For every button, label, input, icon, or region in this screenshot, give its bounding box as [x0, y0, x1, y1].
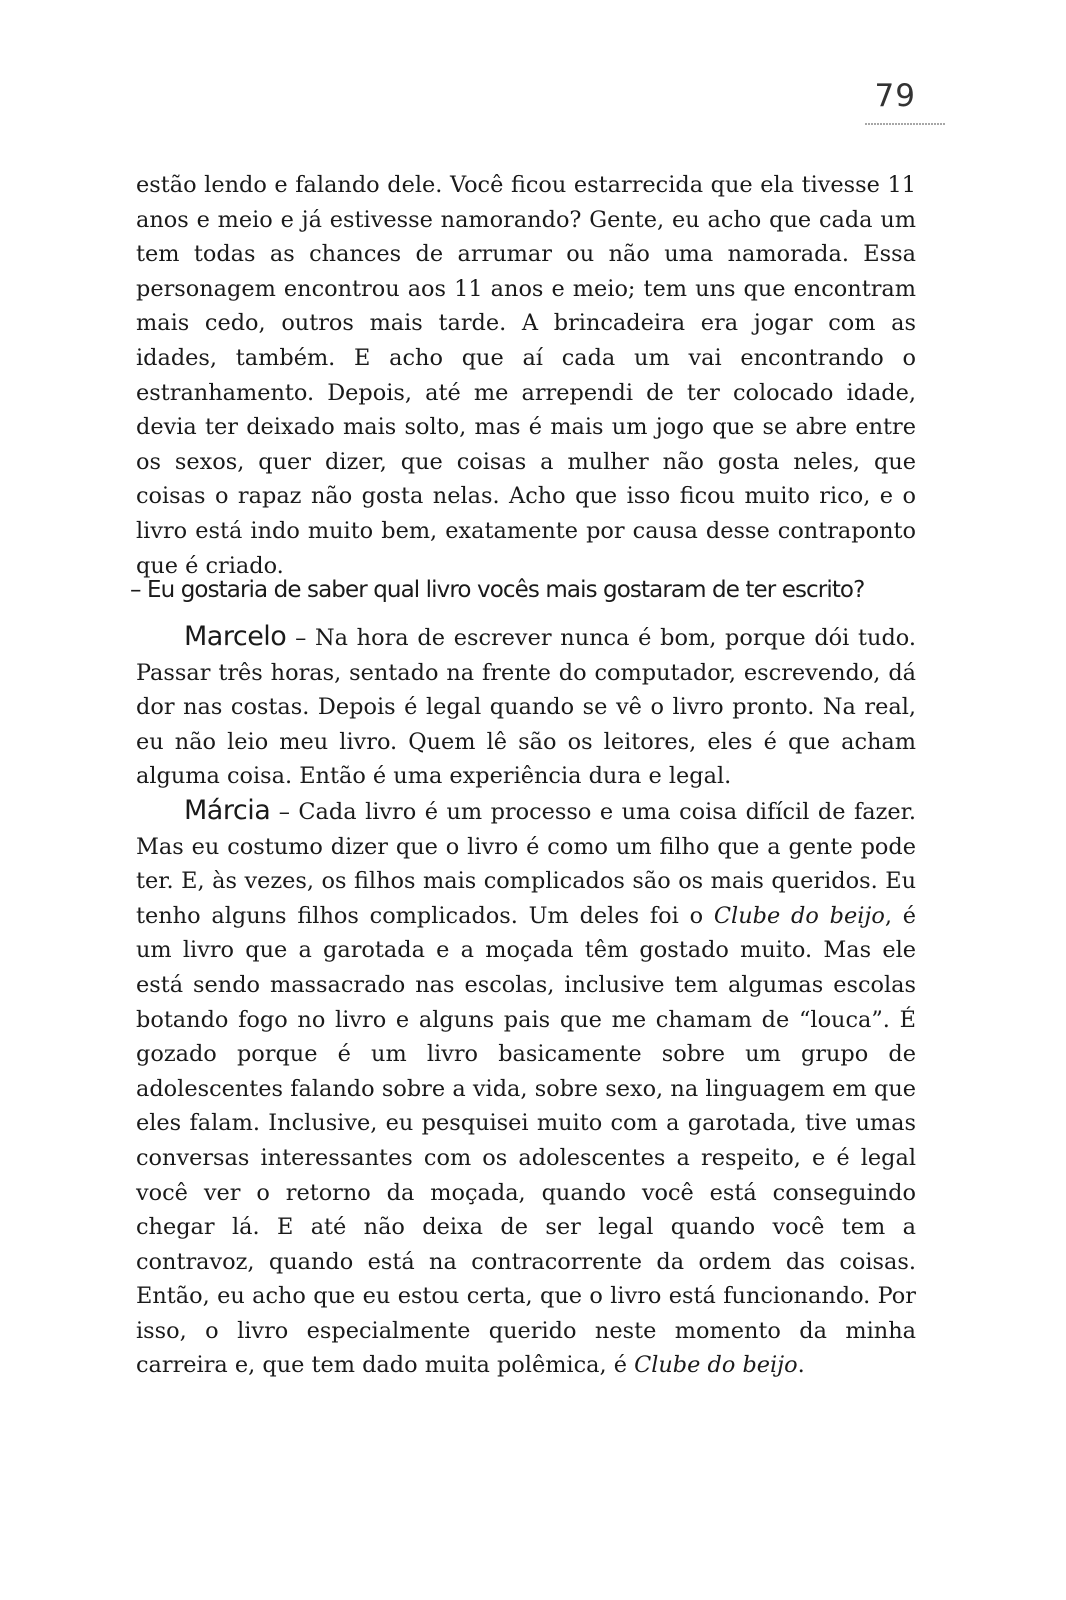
answer-marcelo: [136, 620, 916, 794]
book-title: Clube do beijo: [634, 1352, 798, 1379]
book-title: Clube do beijo: [713, 902, 885, 929]
speaker-name: Márcia: [184, 794, 271, 826]
page-number-underline: [865, 122, 945, 126]
page-number: 79: [874, 78, 916, 114]
answer-marcia: [136, 794, 916, 1383]
answer-text: – Na hora de escrever nunca é bom, porque dói tudo. Passar três horas, sentado na frente do computador, escrevendo, dá dor nas costas. Depois é legal quando se vê o livro pronto. Na real, eu não leio meu livro. Quem lê são os leitores, eles é que acham alguma coisa. Então é uma experiência dura e legal.: [136, 625, 916, 790]
answer-text: , é um livro que a garotada e a moçada têm gostado muito. Mas ele está sendo massacrado nas escolas, inclusive tem algumas escolas botando fogo no livro e alguns pais que me chamam de “louca”. É gozado porque é um livro basicamente sobre um grupo de adolescentes falando sobre a vida, sobre sexo, na linguagem em que eles falam. Inclusive, eu pesquisei muito com a garotada, tive umas conversas interessantes com os adolescentes a respeito, e é legal você ver o retorno da moçada, quando você está conseguindo chegar lá. E até não deixa de ser legal quando você tem a contravoz, quando está na contracorrente da ordem das coisas. Então, eu acho que eu estou certa, que o livro está funcionando. Por isso, o livro especialmente querido neste momento da minha carreira e, que tem dado muita polêmica, é: [136, 902, 917, 1379]
speaker-name: Marcelo: [184, 621, 287, 652]
intro-paragraph: estão lendo e falando dele. Você ficou estarrecida que ela tivesse 11 anos e meio e já estivesse namorando? Gente, eu acho que cada um tem todas as chances de arrumar ou não uma namorada. Essa personagem encontrou aos 11 anos e meio; tem uns que encontram mais cedo, outros mais tarde. A brincadeira era jogar com as idades, também. E acho que aí cada um vai encontrando o estranhamento. Depois, até me arrependi de ter colocado idade, devia ter deixado mais solto, mas é mais um jogo que se abre entre os sexos, quer dizer, que coisas a mulher não gosta neles, que coisas o rapaz não gosta nelas. Acho que isso ficou muito rico, e o livro está indo muito bem, exatamente por causa desse contraponto que é criado.: [136, 172, 916, 579]
answer-text: .: [797, 1352, 805, 1379]
intro-text: [136, 168, 916, 583]
answer-text: – Cada livro é um processo e uma coisa difícil de fazer. Mas eu costumo dizer que o livro é como um filho que a gente pode ter. E, às vezes, os filhos mais complicados são os mais queridos. Eu tenho alguns filhos complicados. Um deles foi o: [136, 798, 916, 929]
answers: [136, 620, 916, 1383]
interview-question: – Eu gostaria de saber qual livro vocês mais gostaram de ter escrito?: [130, 577, 865, 603]
